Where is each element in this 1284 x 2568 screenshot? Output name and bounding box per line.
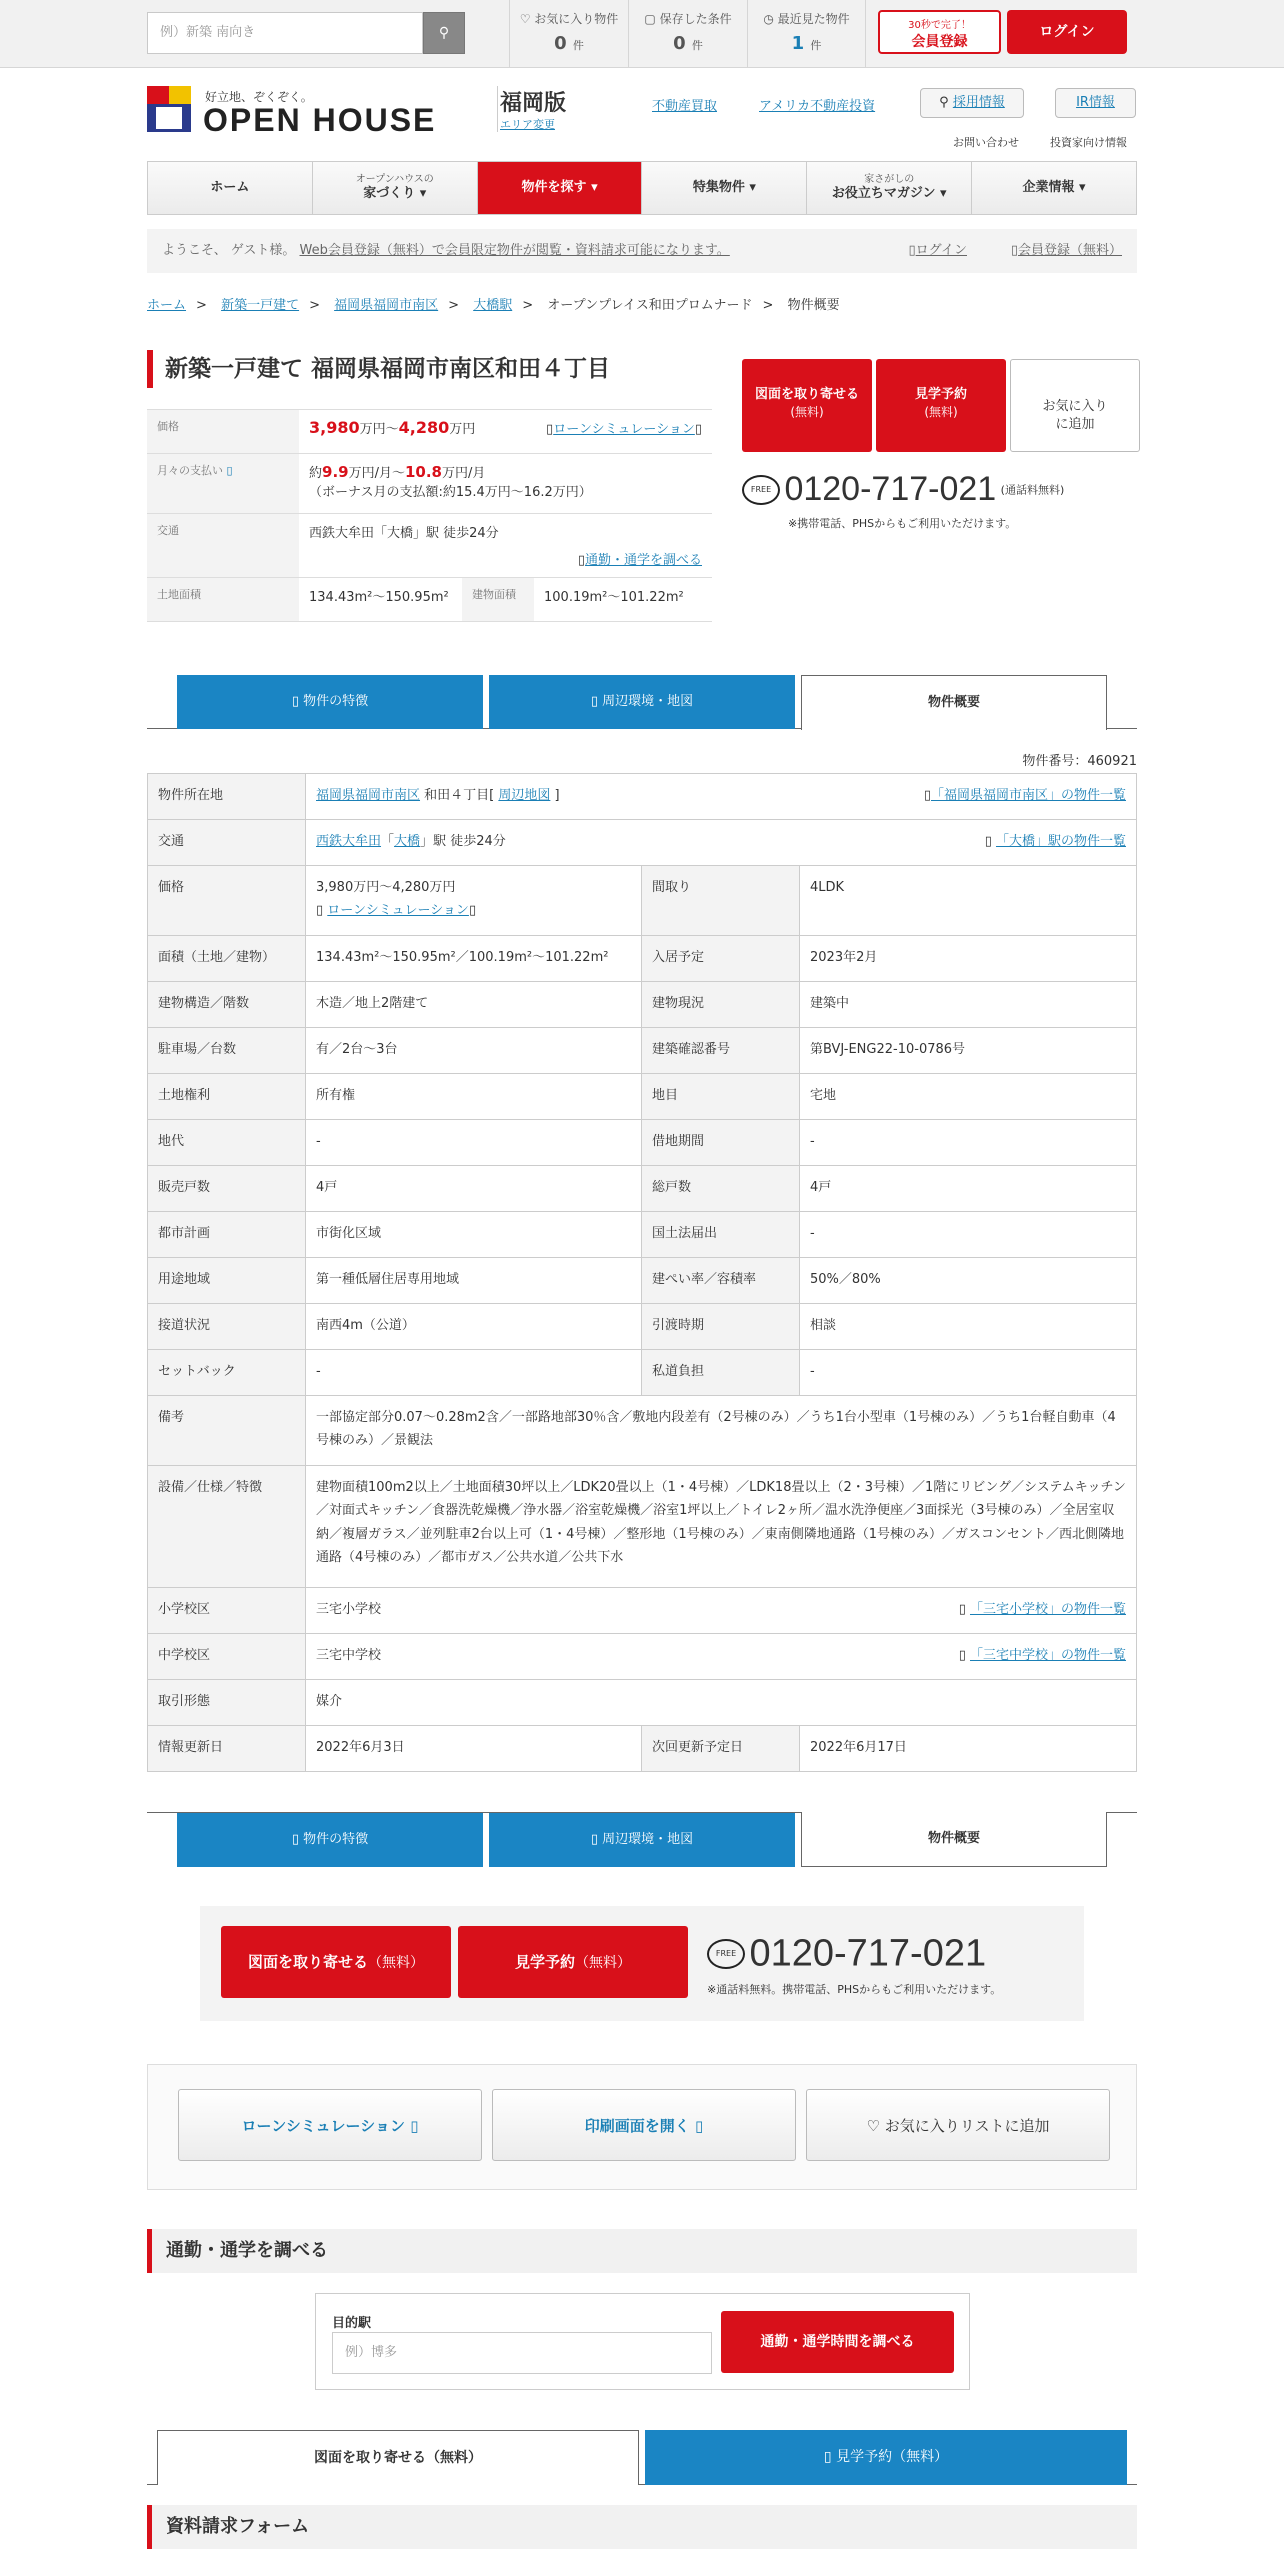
welcome-bar: ようこそ、 ゲスト様。 Web会員登録（無料）で会員限定物件が閲覧・資料請求可能になります。 ▯ログイン ▯会員登録（無料） <box>147 229 1137 273</box>
nav-special[interactable]: 特集物件 ▾ <box>642 162 807 214</box>
nav-company[interactable]: 企業情報 ▾ <box>1022 179 1086 195</box>
print-button[interactable]: 印刷画面を開く ▯ <box>492 2089 796 2161</box>
ir-button[interactable]: IR情報 <box>1055 88 1136 118</box>
recent-viewed-counter[interactable]: ◷ 最近見た物件 1 件 <box>747 0 866 68</box>
crumb-current: 物件概要 <box>787 298 840 313</box>
tab-map[interactable]: ▯ 周辺環境・地図 <box>489 675 795 729</box>
action-box <box>147 2064 1137 2190</box>
calendar-icon: ▯ <box>823 2449 832 2465</box>
nav-home[interactable]: ホーム <box>148 162 313 214</box>
clock-icon: ◷ <box>763 12 774 26</box>
nav-search[interactable]: 物件を探す ▾ <box>478 162 643 214</box>
freedial-icon: FREE <box>742 475 780 505</box>
destination-station-input[interactable]: 例）博多 <box>332 2332 712 2374</box>
crumb-home[interactable]: ホーム <box>147 298 187 313</box>
visit-reserve-button-2[interactable]: 見学予約（無料） <box>458 1926 688 1998</box>
welcome-login-link[interactable]: ログイン <box>915 243 967 258</box>
area-change-link[interactable]: エリア変更 <box>500 118 555 131</box>
nav-magazine[interactable]: 家さがしの お役立ちマガジン ▾ <box>807 162 972 214</box>
register-button[interactable]: 30秒で完了！ 会員登録 <box>878 10 1001 54</box>
welcome-register-link[interactable]: 会員登録（無料） <box>1017 243 1122 258</box>
web-register-link[interactable]: Web会員登録（無料）で会員限定物件が閲覧・資料請求可能になります。 <box>299 243 730 258</box>
logo[interactable]: 好立地、ぞくぞく。 OPEN HOUSE <box>147 86 452 138</box>
summary-table: 価格 3,980万円～4,280万円 ▯ローンシミュレーション▯ 月々の支払い ▯ 約9.9万円/月～10.8万円/月 （ボーナス月の支払額:約15.4万円～16.2万円） 交通 西鉄大牟田「大橋」駅 徒歩24分 ▯通勤・通学を調べる 土地面積 134.43m²～150.95m² 建物面積 100.19m²～101.22m² <box>147 409 712 622</box>
crumb-station[interactable]: 大橋駅 <box>473 298 513 313</box>
recruit-button[interactable]: ⚲ 採用情報 <box>920 88 1024 118</box>
detail-table: 物件所在地 福岡県福岡市南区 和田４丁目[ 周辺地図 ] ▯「福岡県福岡市南区」の物件一覧 交通 西鉄大牟田「大橋」駅 徒歩24分 ▯ 「大橋」駅の物件一覧 価格 3,980万円～4,280万円 ▯ ローンシミュレーション▯ 間取り 4LDK 面積（土地／建物） 134.43m²～150.95m²／100.19m²～101.22m² 入居予定 2023年2月 建物構造／階数 木造／地上2階建て 建物現況 建築中 駐車場／台数 有／2台～3台 建築確認番号 第BVJ-ENG22-10-0786号 土地権利 所有権 地目 宅地 地代 - 借地期間 - 販売戸数 4戸 総戸数 4戸 都市計画 市街化区域 国土法届出 - 用途地域 第一種低層住居専用地域 建ぺい率／容積率 50%／80% 接道状況 南西4m（公道） 引渡時期 相談 セットバック - 私道負担 - 備考 一部協定部分0.07～0.28m2含／一部路地部30％含／敷地内段差有（2号棟のみ）／うち1台小型車（1号棟のみ）／うち1台軽自動車（4号棟のみ）／景観法 設備／仕様／特徴 建物面積100m2以上／土地面積30坪以上／LDK20畳以上（1・4号棟）／LDK18畳以上（2・3号棟）／1階にリビング／システムキッチン／対面式キッチン／食器洗乾燥機／浄水器／浴室乾燥機／浴室1坪以上／トイレ2ヶ所／温水洗浄便座／3面採光（3号棟のみ）／全居室収納／複層ガラス／並列駐車2台以上可（1・4号棟）／整形地（1号棟のみ）／東南側隣地通路（1号棟のみ）／ガスコンセント／西北側隣地通路（4号棟のみ）／都市ガス／公共水道／公共下水 小学校区 三宅小学校 ▯ 「三宅小学校」の物件一覧 中学校区 三宅中学校 ▯ 「三宅中学校」の物件一覧 取引形態 媒介 情報更新日 2022年6月3日 次回更新予定日 2022年6月17日 <box>147 773 1137 1772</box>
top-bar <box>0 0 1284 68</box>
nav-iezukuri[interactable]: オープンハウスの 家づくり ▾ <box>313 162 478 214</box>
tab-features[interactable]: ▯ 物件の特徴 <box>177 675 483 729</box>
property-number: 物件番号：460921 <box>1022 754 1137 769</box>
line-link[interactable]: 西鉄大牟田 <box>316 834 382 849</box>
crumb-area[interactable]: 福岡県福岡市南区 <box>334 298 439 313</box>
breadcrumb: ホーム > 新築一戸建て > 福岡県福岡市南区 > 大橋駅 > オープンプレイス和田プロムナード > 物件概要 <box>147 298 840 313</box>
commute-form: 目的駅 例）博多 通勤・通学時間を調べる <box>315 2293 970 2390</box>
favorites-counter[interactable]: ♡ お気に入り物件 0 件 <box>509 0 628 68</box>
form-section-title: 資料請求フォーム <box>147 2505 1137 2549</box>
heart-icon: ♡ <box>519 12 531 26</box>
crumb-property: オープンプレイス和田プロムナード <box>547 298 753 313</box>
search-input[interactable]: 例）新築 南向き <box>147 12 423 54</box>
search-button[interactable] <box>423 12 465 54</box>
tab-bar-bottom <box>147 1812 1137 1866</box>
investor-link[interactable]: 投資家向け情報 <box>1050 136 1127 149</box>
add-favorite-list-button[interactable]: ♡ お気に入りリストに追加 <box>806 2089 1110 2161</box>
location-area-link[interactable]: 福岡県福岡市南区 <box>316 788 421 803</box>
heart-icon: ♡ <box>866 2117 880 2135</box>
search-icon: ⚲ <box>438 25 450 41</box>
map-link[interactable]: 周辺地図 <box>498 788 551 803</box>
crumb-shinchiku[interactable]: 新築一戸建て <box>221 298 300 313</box>
phone-block: FREE 0120-717-021 (通話料無料) ※携帯電話、PHSからもご利用いただけます。 <box>742 470 1064 531</box>
doc-request-button-2[interactable]: 図面を取り寄せる（無料） <box>221 1926 451 1998</box>
phone-number-2[interactable]: 0120-717-021 <box>749 1932 987 1974</box>
commute-section-title: 通勤・通学を調べる <box>147 2229 1137 2273</box>
elementary-list-link[interactable]: 「三宅小学校」の物件一覧 <box>969 1602 1126 1617</box>
tab-bar <box>147 675 1137 729</box>
form-tab-doc[interactable]: 図面を取り寄せる（無料） <box>157 2430 639 2485</box>
loan-sim-button[interactable]: ローンシミュレーション ▯ <box>178 2089 482 2161</box>
us-invest-link[interactable]: アメリカ不動産投資 <box>759 99 876 114</box>
search-icon: ⚲ <box>939 95 949 110</box>
logo-mark-icon <box>147 86 191 132</box>
area-list-link[interactable]: 「福岡県福岡市南区」の物件一覧 <box>930 788 1126 803</box>
edition-title: 福岡版 <box>500 91 567 116</box>
form-tab-visit[interactable]: ▯ 見学予約（無料） <box>645 2430 1127 2485</box>
add-favorite-button[interactable]: お気に入り に追加 <box>1010 359 1140 452</box>
station-list-link[interactable]: 「大橋」駅の物件一覧 <box>995 834 1126 849</box>
edition <box>497 86 567 132</box>
doc-request-button[interactable]: 図面を取り寄せる (無料) <box>742 359 872 452</box>
contact-link[interactable]: お問い合わせ <box>953 136 1019 149</box>
tab-overview-2[interactable]: 物件概要 <box>801 1812 1107 1867</box>
page-title: 新築一戸建て 福岡県福岡市南区和田４丁目 <box>147 350 610 388</box>
commute-search-button[interactable]: 通勤・通学時間を調べる <box>721 2311 954 2373</box>
cta-box: 図面を取り寄せる（無料） 見学予約（無料） FREE 0120-717-021 ※通話料無料。携帯電話、PHSからもご利用いただけます。 <box>200 1906 1084 2021</box>
commute-link[interactable]: 通勤・通学を調べる <box>584 553 702 568</box>
tab-map-2[interactable]: ▯ 周辺環境・地図 <box>489 1813 795 1867</box>
loan-sim-link-2[interactable]: ローンシミュレーション <box>327 903 469 919</box>
loan-sim-link[interactable]: ローンシミュレーション <box>553 422 695 437</box>
tab-overview[interactable]: 物件概要 <box>801 675 1107 730</box>
station-link[interactable]: 大橋 <box>394 834 421 849</box>
info-icon[interactable]: ▯ <box>226 464 233 477</box>
phone-number[interactable]: 0120-717-021 <box>784 470 997 508</box>
login-button[interactable]: ログイン <box>1007 10 1127 54</box>
global-nav <box>147 161 1137 215</box>
freedial-icon: FREE <box>707 1939 745 1969</box>
save-icon: ▢ <box>644 12 656 26</box>
tab-features-2[interactable]: ▯ 物件の特徴 <box>177 1813 483 1867</box>
visit-reserve-button[interactable]: 見学予約 (無料) <box>876 359 1006 452</box>
kaitori-link[interactable]: 不動産買取 <box>652 99 718 114</box>
junior-high-list-link[interactable]: 「三宅中学校」の物件一覧 <box>969 1648 1126 1663</box>
saved-conditions-counter[interactable]: ▢ 保存した条件 0 件 <box>628 0 747 68</box>
